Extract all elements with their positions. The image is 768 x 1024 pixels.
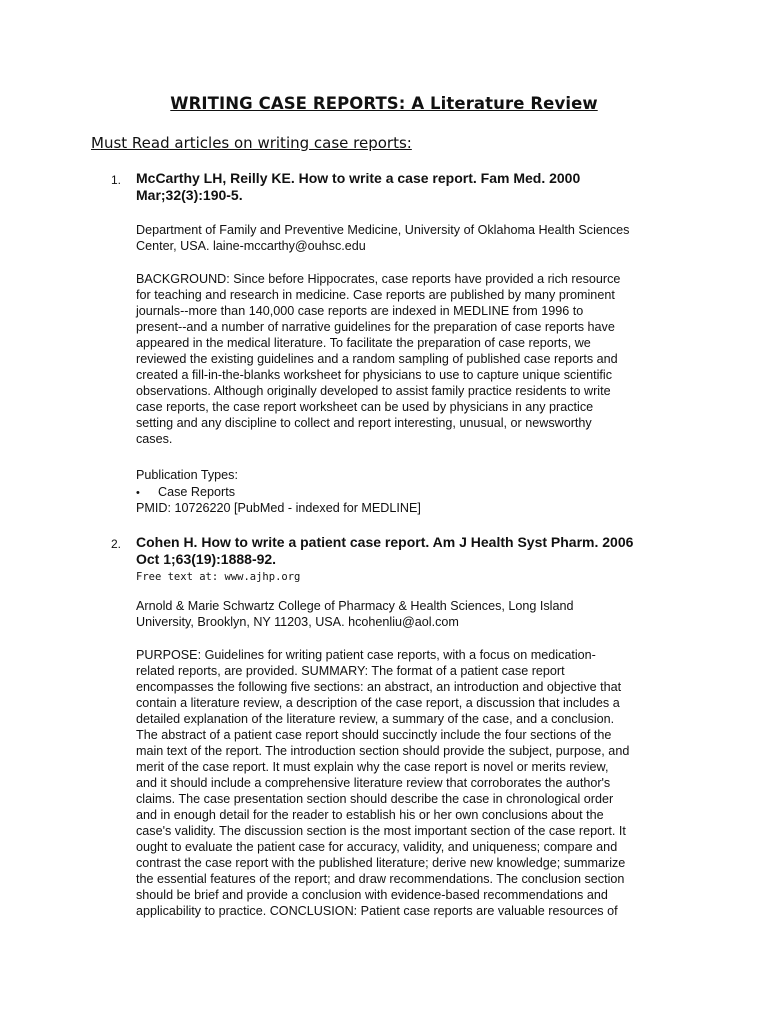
entry-affiliation	[136, 222, 688, 254]
citation-line: Cohen H. How to write a patient case report. Am J Health Syst Pharm. 2006	[136, 534, 634, 550]
abstract-line: created a fill-in-the-blanks worksheet for physicians to use to capture unique scientific	[136, 368, 613, 382]
citation-line: Mar;32(3):190-5.	[136, 187, 243, 203]
abstract-line: encompasses the following five sections: an abstract, an introduction and objective that	[136, 680, 622, 694]
abstract-line: The abstract of a patient case report should succinctly include the four sections of the	[136, 728, 612, 742]
publication-types-label: Publication Types:	[136, 468, 238, 482]
bullet-icon: •	[136, 487, 140, 499]
abstract-line: reviewed the existing guidelines and a random sampling of published case reports and	[136, 352, 618, 366]
citation-line: Oct 1;63(19):1888-92.	[136, 551, 277, 567]
abstract-line: and in enough detail for the reader to establish his or her own conclusions about the	[136, 808, 604, 822]
abstract-line: cases.	[136, 432, 173, 446]
abstract-line: PURPOSE: Guidelines for writing patient case reports, with a focus on medication-	[136, 648, 596, 662]
pmid: PMID: 10726220 [PubMed - indexed for MEDLINE]	[136, 501, 421, 515]
citation-line: McCarthy LH, Reilly KE. How to write a case report. Fam Med. 2000	[136, 170, 581, 186]
entry-number: 1.	[111, 173, 122, 187]
publication-type-item	[136, 484, 235, 501]
abstract-line: setting and any discipline to collect and report interesting, unusual, or newsworthy	[136, 416, 592, 430]
entry-abstract	[136, 271, 688, 447]
abstract-line: case reports, the case report worksheet can be used by physicians in any practice	[136, 400, 594, 414]
abstract-line: related reports, are provided. SUMMARY: The format of a patient case report	[136, 664, 565, 678]
abstract-line: should be brief and provide a conclusion with evidence-based recommendations and	[136, 888, 608, 902]
entry-abstract	[136, 647, 688, 919]
document-title: WRITING CASE REPORTS: A Literature Review	[170, 94, 598, 113]
entry-number: 2.	[111, 537, 122, 551]
abstract-line: the essential features of the report; and draw recommendations. The conclusion section	[136, 872, 625, 886]
affiliation-line: University, Brooklyn, NY 11203, USA. hcohenliu@aol.com	[136, 615, 459, 629]
affiliation-line: Center, USA. laine-mccarthy@ouhsc.edu	[136, 239, 366, 253]
affiliation-line: Department of Family and Preventive Medicine, University of Oklahoma Health Sciences	[136, 223, 630, 237]
abstract-line: merit of the case report. It must explain why the case report is novel or merits review,	[136, 760, 609, 774]
abstract-line: present--and a number of narrative guidelines for the preparation of case reports have	[136, 320, 615, 334]
abstract-line: claims. The case presentation section should describe the case in chronological order	[136, 792, 614, 806]
affiliation-line: Arnold & Marie Schwartz College of Pharmacy & Health Sciences, Long Island	[136, 599, 574, 613]
section-heading: Must Read articles on writing case reports:	[91, 134, 412, 152]
abstract-line: for teaching and research in medicine. Case reports are published by many prominent	[136, 288, 615, 302]
abstract-line: appeared in the medical literature. To facilitate the preparation of case reports, we	[136, 336, 591, 350]
entry-citation	[136, 170, 696, 204]
publication-type: Case Reports	[158, 485, 235, 499]
abstract-line: ought to evaluate the patient case for accuracy, validity, and uniqueness; compare and	[136, 840, 618, 854]
entry-citation	[136, 534, 696, 568]
abstract-line: BACKGROUND: Since before Hippocrates, case reports have provided a rich resource	[136, 272, 621, 286]
abstract-line: applicability to practice. CONCLUSION: Patient case reports are valuable resources of	[136, 904, 618, 918]
abstract-line: contrast the case report with the published literature; derive new knowledge; summarize	[136, 856, 626, 870]
abstract-line: detailed explanation of the literature review, a summary of the case, and a conclusion.	[136, 712, 615, 726]
abstract-line: journals--more than 140,000 case reports are indexed in MEDLINE from 1996 to	[136, 304, 584, 318]
entry-affiliation	[136, 598, 688, 630]
abstract-line: and it should include a comprehensive literature review that corroborates the author's	[136, 776, 611, 790]
free-text-link[interactable]: Free text at: www.ajhp.org	[136, 571, 301, 583]
abstract-line: case's validity. The discussion section is the most important section of the case report. It	[136, 824, 626, 838]
abstract-line: main text of the report. The introduction section should provide the subject, purpose, and	[136, 744, 630, 758]
abstract-line: observations. Although originally developed to assist family practice residents to write	[136, 384, 611, 398]
abstract-line: contain a literature review, a description of the case report, a discussion that includes a	[136, 696, 620, 710]
